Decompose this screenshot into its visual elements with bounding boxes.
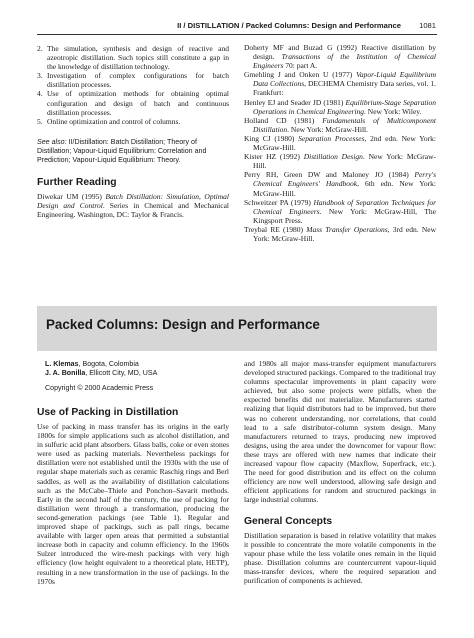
body-paragraph: Use of packing in mass transfer has its origins in the early 1800s for simple applications such as alcohol distillation, and in sulfuric acid plant absorbers. Glass balls, coke or even stones were used as packing materials. Nevertheless packings for distillation were not established until the 1930s with the use of regular shape materials such as ceramic Raschig rings and Berl saddles, as well as the availability of distillation calculations such as the McCabe–Thiele and Ponchon–Savarit methods. Early in the second half of the century, the use of packing for distillation went through a transformation, producing the second-generation packings (see Table 1). Regular and improved shape of packings, such as pall rings, became available with larger open areas that permitted a substantial increase both in capacity and column efficiency. In the 1960s Sulzer introduced the wire-mesh packings with very high efficiency (low height equivalent to a theoretical plate, HETP), resulting in a new transformation in the use of packings. In the 1970s <box>37 422 229 586</box>
body-paragraph: and 1980s all major mass-transfer equipment manufacturers developed structured packings. Compared to the traditional tray columns spectacular improvements in plant capacity were achieved, but also some projects were pitfalls, when the expected benefits did not materialize. Manufacturers started realizing that liquid distributors had to be improved, but there was no coherent understanding, nor correlations, that could lead to a safe distributor-column system design. Many manufacturers returned to trays, producing new improved designs, using the area under the downcomer for vapour flow: these trays are offered with new names that indicate their increased vapour flow capacity (Maxflow, Superfrack, etc.). The need for good distribution and its effect on the column efficiency are now well understood, allowing safe design and efficient applications for random and structured packings in large industrial columns. <box>244 359 436 505</box>
author-line: J. A. Bonilla, Ellicott City, MD, USA <box>45 369 158 378</box>
reference-entry: Holland CD (1981) Fundamentals of Multicomponent Distillation. New York: McGraw-Hill. <box>244 115 437 134</box>
reference-entry: Schweitzer PA (1979) Handbook of Separation Techniques for Chemical Engineers. New York: McGraw-Hill, The Kingsport Press. <box>244 197 436 225</box>
left-column-top <box>37 44 229 219</box>
future-topics-list <box>37 44 229 126</box>
reference-entry: Treybal RE (1980) Mass Transfer Operations, 3rd edn. New York: McGraw-Hill. <box>244 224 436 243</box>
see-also-label: See also: <box>37 137 67 146</box>
reference-entry: Henley EJ and Seader JD (1981) Equilibrium-Stage Separation Operations in Chemical Engineering. New York: Wiley. <box>244 97 436 116</box>
reference-entry: Gmehling J and Onken U (1977) Vapor-Liquid Equilibrium Data Collections, DECHEMA Chemistry Data series, vol. 1. Frankfurt: <box>244 70 437 98</box>
list-item: 4. Use of optimization methods for obtaining optimal configuration and design of batch and continuous distillation processes. <box>37 89 229 117</box>
running-header <box>0 19 474 33</box>
reference-entry: Diwekar UM (1995) Batch Distillation: Simulation, Optimal Design and Control. Series in Chemical and Mechanical Engineering. Washington, DC: Taylor & Francis. <box>37 192 230 220</box>
article-title-banner <box>37 306 437 351</box>
article-body-left <box>37 406 229 586</box>
header-rule <box>37 34 437 35</box>
reference-entry: King CJ (1980) Separation Processes, 2nd edn. New York: McGraw-Hill. <box>244 133 436 153</box>
list-item: 2. The simulation, synthesis and design of reactive and azeotropic distillation. Such topics still constitute a gap in the knowledge of distillation technology. <box>37 44 229 72</box>
page-number: 1081 <box>419 21 436 30</box>
right-column-references <box>244 43 436 243</box>
section-heading: Use of Packing in Distillation <box>37 407 179 418</box>
author-line: L. Klemas, Bogota, Colombia <box>45 360 139 368</box>
list-item: 5. Online optimization and control of columns. <box>37 116 181 126</box>
reference-entry: Doherty MF and Buzad G (1992) Reactive distillation by design. Transactions of the Institution of Chemical Engineers 70: part A. <box>244 43 436 71</box>
article-body-right <box>244 359 436 585</box>
running-title: II / DISTILLATION / Packed Columns: Design and Performance <box>177 21 401 30</box>
see-also <box>37 138 229 165</box>
author-block <box>45 360 230 393</box>
section-heading: General Concepts <box>244 515 333 527</box>
reference-entry: Kister HZ (1992) Distillation Design. New York: McGraw-Hill. <box>244 152 436 171</box>
copyright-line: Copyright © 2000 Academic Press <box>45 383 154 392</box>
list-item: 3. Investigation of complex configurations for batch distillation processes. <box>37 71 229 90</box>
further-reading-heading: Further Reading <box>37 177 117 189</box>
body-paragraph: Distillation separation is based in relative volatility that makes it possible to concentrate the more volatile components in the vapour phase while the less volatile ones remain in the liquid phase. Distillation columns are countercurrent vapour-liquid mass-transfer devices, where the required separation and purification of components is achieved. <box>244 530 436 585</box>
article-title: Packed Columns: Design and Performance <box>46 317 320 332</box>
see-also-links[interactable]: II/Distillation: Batch Distillation; Theory of Distillation; Vapour-Liquid Equilibrium: Correlation and Prediction; Vapour-Liquid Equilibrium: Theory. <box>37 137 207 165</box>
reference-entry: Perry RH, Green DW and Maloney JO (1984) Perry's Chemical Engineers' Handbook, 6th edn. New York: McGraw-Hill. <box>244 170 436 198</box>
